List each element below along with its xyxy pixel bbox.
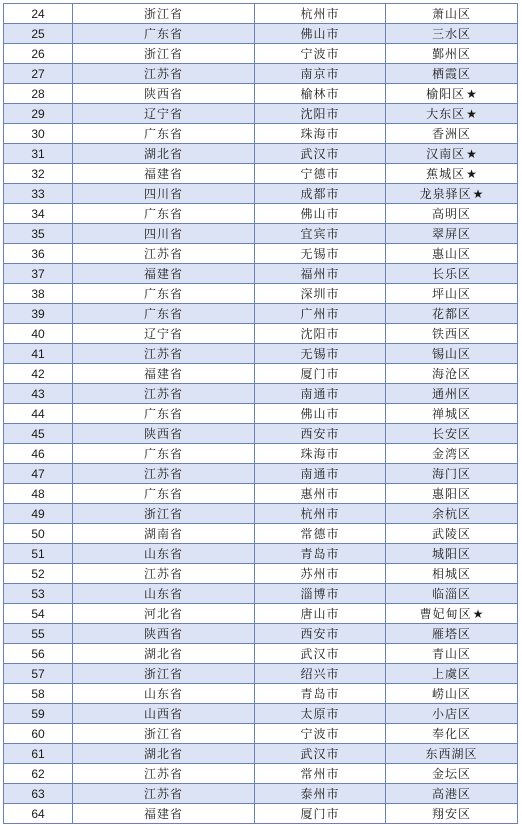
city-cell: 淄博市 [255, 584, 386, 604]
province-cell: 山东省 [73, 684, 255, 704]
table-row [4, 404, 518, 424]
city-cell: 厦门市 [255, 364, 386, 384]
row-number-cell: 61 [4, 744, 73, 764]
province-cell: 广东省 [73, 444, 255, 464]
table-row [4, 484, 518, 504]
province-cell: 广东省 [73, 304, 255, 324]
city-cell: 常州市 [255, 764, 386, 784]
district-name: 通州区 [431, 387, 471, 401]
province-cell: 福建省 [73, 804, 255, 824]
row-number-cell: 40 [4, 324, 73, 344]
province-cell: 山东省 [73, 584, 255, 604]
province-cell: 江苏省 [73, 464, 255, 484]
district-cell [386, 504, 518, 524]
district-name: 雁塔区 [431, 627, 471, 641]
star-mark-icon: ★ [466, 167, 477, 181]
province-cell: 广东省 [73, 404, 255, 424]
district-cell [386, 244, 518, 264]
row-number-cell: 43 [4, 384, 73, 404]
table-row [4, 684, 518, 704]
row-number-cell: 55 [4, 624, 73, 644]
district-cell [386, 564, 518, 584]
city-cell: 西安市 [255, 624, 386, 644]
row-number-cell: 56 [4, 644, 73, 664]
district-name: 花都区 [431, 307, 471, 321]
district-name: 长乐区 [431, 267, 471, 281]
province-cell: 江苏省 [73, 344, 255, 364]
district-cell [386, 404, 518, 424]
district-name: 东西湖区 [425, 747, 478, 761]
table-row [4, 164, 518, 184]
province-cell: 湖北省 [73, 744, 255, 764]
city-cell: 深圳市 [255, 284, 386, 304]
table-row [4, 84, 518, 104]
star-mark-icon: ★ [472, 187, 484, 201]
row-number-cell: 60 [4, 724, 73, 744]
city-cell: 成都市 [255, 184, 386, 204]
district-cell [386, 284, 518, 304]
table-row [4, 304, 518, 324]
district-cell [386, 804, 518, 824]
province-cell: 江苏省 [73, 784, 255, 804]
table-row [4, 584, 518, 604]
table-row [4, 504, 518, 524]
province-cell: 广东省 [73, 484, 255, 504]
row-number-cell: 47 [4, 464, 73, 484]
city-cell: 常德市 [255, 524, 386, 544]
table-row [4, 564, 518, 584]
district-cell [386, 744, 518, 764]
city-cell: 武汉市 [255, 144, 386, 164]
table-row [4, 244, 518, 264]
district-cell [386, 544, 518, 564]
province-cell: 陕西省 [73, 624, 255, 644]
city-cell: 无锡市 [255, 344, 386, 364]
row-number-cell: 27 [4, 64, 73, 84]
row-number-cell: 41 [4, 344, 73, 364]
city-cell: 武汉市 [255, 744, 386, 764]
district-ranking-table [3, 3, 518, 824]
province-cell: 浙江省 [73, 664, 255, 684]
district-cell [386, 124, 518, 144]
district-cell [386, 604, 518, 624]
row-number-cell: 57 [4, 664, 73, 684]
province-cell: 福建省 [73, 264, 255, 284]
table-row [4, 704, 518, 724]
table-body [4, 4, 518, 824]
district-cell [386, 584, 518, 604]
table-row [4, 344, 518, 364]
table-row [4, 764, 518, 784]
row-number-cell: 54 [4, 604, 73, 624]
province-cell: 浙江省 [73, 44, 255, 64]
city-cell: 宁波市 [255, 724, 386, 744]
district-name: 长安区 [431, 427, 471, 441]
city-cell: 泰州市 [255, 784, 386, 804]
district-cell [386, 424, 518, 444]
city-cell: 太原市 [255, 704, 386, 724]
district-name: 萧山区 [431, 7, 471, 21]
province-cell: 浙江省 [73, 4, 255, 24]
row-number-cell: 35 [4, 224, 73, 244]
district-cell [386, 24, 518, 44]
district-name: 惠山区 [431, 247, 471, 261]
table-row [4, 644, 518, 664]
district-name: 惠阳区 [431, 487, 471, 501]
city-cell: 绍兴市 [255, 664, 386, 684]
province-cell: 浙江省 [73, 724, 255, 744]
district-cell [386, 524, 518, 544]
row-number-cell: 62 [4, 764, 73, 784]
table-row [4, 64, 518, 84]
city-cell: 西安市 [255, 424, 386, 444]
district-name: 禅城区 [431, 407, 471, 421]
row-number-cell: 28 [4, 84, 73, 104]
district-name: 香洲区 [431, 127, 471, 141]
district-name: 小店区 [431, 707, 471, 721]
city-cell: 青岛市 [255, 684, 386, 704]
district-name: 蕉城区 [426, 167, 466, 181]
province-cell: 福建省 [73, 364, 255, 384]
district-name: 鄞州区 [431, 47, 471, 61]
table-row [4, 124, 518, 144]
province-cell: 江苏省 [73, 64, 255, 84]
city-cell: 佛山市 [255, 24, 386, 44]
district-name: 奉化区 [431, 727, 471, 741]
district-name: 龙泉驿区 [419, 187, 472, 201]
row-number-cell: 58 [4, 684, 73, 704]
table-row [4, 724, 518, 744]
table-row [4, 204, 518, 224]
district-cell [386, 4, 518, 24]
table-row [4, 24, 518, 44]
district-cell [386, 344, 518, 364]
district-name: 崂山区 [431, 687, 471, 701]
city-cell: 宁波市 [255, 44, 386, 64]
city-cell: 佛山市 [255, 204, 386, 224]
table-row [4, 664, 518, 684]
row-number-cell: 64 [4, 804, 73, 824]
province-cell: 湖北省 [73, 144, 255, 164]
province-cell: 广东省 [73, 124, 255, 144]
district-cell [386, 384, 518, 404]
district-name: 临淄区 [431, 587, 471, 601]
table-row [4, 604, 518, 624]
table-row [4, 444, 518, 464]
table-row [4, 264, 518, 284]
table-row [4, 4, 518, 24]
city-cell: 宜宾市 [255, 224, 386, 244]
star-mark-icon: ★ [466, 147, 477, 161]
table-row [4, 384, 518, 404]
province-cell: 山东省 [73, 544, 255, 564]
district-cell [386, 64, 518, 84]
province-cell: 河北省 [73, 604, 255, 624]
table-row [4, 104, 518, 124]
district-name: 武陵区 [431, 527, 471, 541]
province-cell: 陕西省 [73, 84, 255, 104]
district-name: 栖霞区 [431, 67, 471, 81]
district-name: 青山区 [431, 647, 471, 661]
table-row [4, 424, 518, 444]
table-row [4, 804, 518, 824]
district-name: 金坛区 [431, 767, 471, 781]
row-number-cell: 33 [4, 184, 73, 204]
district-name: 锡山区 [431, 347, 471, 361]
row-number-cell: 29 [4, 104, 73, 124]
row-number-cell: 44 [4, 404, 73, 424]
row-number-cell: 52 [4, 564, 73, 584]
province-cell: 广东省 [73, 204, 255, 224]
table-row [4, 284, 518, 304]
city-cell: 唐山市 [255, 604, 386, 624]
table-row [4, 144, 518, 164]
row-number-cell: 42 [4, 364, 73, 384]
row-number-cell: 50 [4, 524, 73, 544]
district-cell [386, 304, 518, 324]
table-row [4, 544, 518, 564]
province-cell: 江苏省 [73, 384, 255, 404]
table-row [4, 324, 518, 344]
row-number-cell: 34 [4, 204, 73, 224]
city-cell: 广州市 [255, 304, 386, 324]
city-cell: 南通市 [255, 384, 386, 404]
table-row [4, 44, 518, 64]
table-row [4, 784, 518, 804]
district-name: 三水区 [431, 27, 471, 41]
table-row [4, 464, 518, 484]
province-cell: 福建省 [73, 164, 255, 184]
province-cell: 江苏省 [73, 764, 255, 784]
row-number-cell: 37 [4, 264, 73, 284]
city-cell: 厦门市 [255, 804, 386, 824]
district-name: 汉南区 [426, 147, 466, 161]
city-cell: 福州市 [255, 264, 386, 284]
city-cell: 苏州市 [255, 564, 386, 584]
star-mark-icon: ★ [472, 607, 484, 621]
row-number-cell: 39 [4, 304, 73, 324]
district-name: 曹妃甸区 [419, 607, 472, 621]
row-number-cell: 26 [4, 44, 73, 64]
district-cell [386, 704, 518, 724]
province-cell: 四川省 [73, 224, 255, 244]
star-mark-icon: ★ [466, 107, 477, 121]
district-cell [386, 184, 518, 204]
row-number-cell: 51 [4, 544, 73, 564]
city-cell: 无锡市 [255, 244, 386, 264]
city-cell: 沈阳市 [255, 324, 386, 344]
district-cell [386, 684, 518, 704]
city-cell: 杭州市 [255, 504, 386, 524]
row-number-cell: 45 [4, 424, 73, 444]
district-cell [386, 324, 518, 344]
district-cell [386, 144, 518, 164]
province-cell: 湖南省 [73, 524, 255, 544]
row-number-cell: 32 [4, 164, 73, 184]
province-cell: 广东省 [73, 24, 255, 44]
district-cell [386, 44, 518, 64]
district-cell [386, 364, 518, 384]
district-name: 城阳区 [431, 547, 471, 561]
district-name: 大东区 [426, 107, 466, 121]
district-name: 铁西区 [431, 327, 471, 341]
row-number-cell: 25 [4, 24, 73, 44]
district-name: 海沧区 [431, 367, 471, 381]
city-cell: 武汉市 [255, 644, 386, 664]
table-row [4, 624, 518, 644]
star-mark-icon: ★ [466, 87, 477, 101]
city-cell: 佛山市 [255, 404, 386, 424]
province-cell: 辽宁省 [73, 324, 255, 344]
district-cell [386, 724, 518, 744]
city-cell: 珠海市 [255, 444, 386, 464]
row-number-cell: 46 [4, 444, 73, 464]
district-cell [386, 644, 518, 664]
district-name: 高港区 [431, 787, 471, 801]
province-cell: 广东省 [73, 284, 255, 304]
district-cell [386, 104, 518, 124]
row-number-cell: 63 [4, 784, 73, 804]
district-name: 高明区 [431, 207, 471, 221]
province-cell: 江苏省 [73, 564, 255, 584]
table-row [4, 744, 518, 764]
city-cell: 南通市 [255, 464, 386, 484]
city-cell: 珠海市 [255, 124, 386, 144]
row-number-cell: 30 [4, 124, 73, 144]
row-number-cell: 59 [4, 704, 73, 724]
district-cell [386, 84, 518, 104]
district-cell [386, 764, 518, 784]
district-name: 余杭区 [431, 507, 471, 521]
district-cell [386, 624, 518, 644]
province-cell: 陕西省 [73, 424, 255, 444]
district-name: 金湾区 [431, 447, 471, 461]
district-cell [386, 464, 518, 484]
province-cell: 浙江省 [73, 504, 255, 524]
table-row [4, 364, 518, 384]
district-name: 坪山区 [431, 287, 471, 301]
district-cell [386, 444, 518, 464]
district-name: 海门区 [431, 467, 471, 481]
district-cell [386, 784, 518, 804]
city-cell: 榆林市 [255, 84, 386, 104]
row-number-cell: 53 [4, 584, 73, 604]
row-number-cell: 24 [4, 4, 73, 24]
table-row [4, 524, 518, 544]
district-cell [386, 484, 518, 504]
city-cell: 宁德市 [255, 164, 386, 184]
district-cell [386, 164, 518, 184]
city-cell: 青岛市 [255, 544, 386, 564]
district-name: 翔安区 [431, 807, 471, 821]
city-cell: 沈阳市 [255, 104, 386, 124]
row-number-cell: 49 [4, 504, 73, 524]
district-name: 翠屏区 [431, 227, 471, 241]
district-cell [386, 264, 518, 284]
province-cell: 山西省 [73, 704, 255, 724]
city-cell: 杭州市 [255, 4, 386, 24]
province-cell: 湖北省 [73, 644, 255, 664]
province-cell: 四川省 [73, 184, 255, 204]
table-row [4, 184, 518, 204]
city-cell: 南京市 [255, 64, 386, 84]
city-cell: 惠州市 [255, 484, 386, 504]
province-cell: 辽宁省 [73, 104, 255, 124]
province-cell: 江苏省 [73, 244, 255, 264]
district-cell [386, 204, 518, 224]
row-number-cell: 36 [4, 244, 73, 264]
row-number-cell: 38 [4, 284, 73, 304]
district-name: 榆阳区 [426, 87, 466, 101]
row-number-cell: 48 [4, 484, 73, 504]
district-name: 相城区 [431, 567, 471, 581]
district-cell [386, 664, 518, 684]
table-row [4, 224, 518, 244]
district-name: 上虞区 [431, 667, 471, 681]
row-number-cell: 31 [4, 144, 73, 164]
district-cell [386, 224, 518, 244]
